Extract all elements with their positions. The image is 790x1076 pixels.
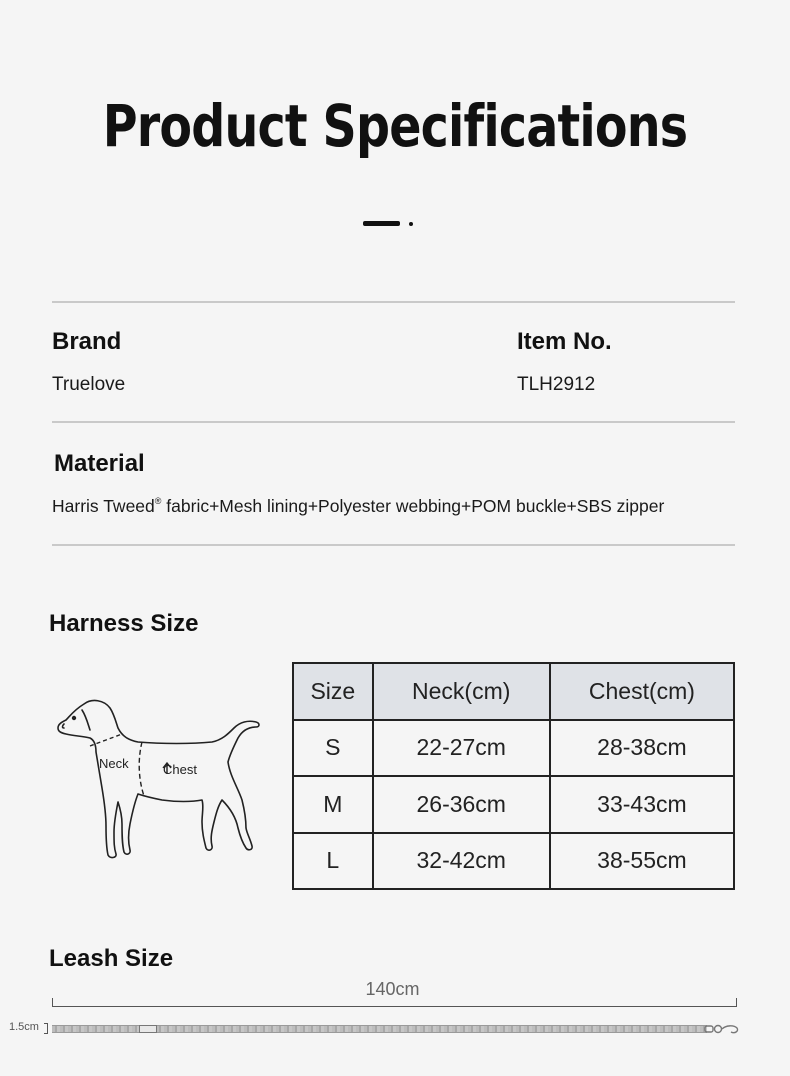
cell-size: L <box>293 833 373 890</box>
dog-measurement-diagram <box>52 696 267 864</box>
cell-size: S <box>293 720 373 777</box>
chest-measurement-line <box>139 742 144 796</box>
cell-neck: 22-27cm <box>373 720 550 777</box>
title-dash-decoration <box>363 221 400 226</box>
item-number-value: TLH2912 <box>517 374 596 395</box>
cell-neck: 26-36cm <box>373 776 550 833</box>
chest-diagram-label: Chest <box>163 762 197 777</box>
leash-tag <box>139 1025 157 1033</box>
leash-hook-icon <box>704 1022 740 1036</box>
cell-chest: 28-38cm <box>550 720 734 777</box>
header-size: Size <box>293 663 373 720</box>
table-row <box>293 833 734 890</box>
material-label: Material <box>54 450 145 477</box>
table-row <box>293 720 734 777</box>
brand-value: Truelove <box>52 374 126 395</box>
harness-size-heading: Harness Size <box>49 610 199 637</box>
table-header-row <box>293 663 734 720</box>
material-value <box>52 496 664 517</box>
leash-length-bracket <box>52 998 737 1007</box>
leash-width-bracket <box>44 1023 48 1034</box>
neck-diagram-label: Neck <box>99 756 129 771</box>
header-chest: Chest(cm) <box>550 663 734 720</box>
brand-label: Brand <box>52 328 122 355</box>
page-title: Product Specifications <box>102 92 688 160</box>
cell-chest: 33-43cm <box>550 776 734 833</box>
leash-width-label: 1.5cm <box>9 1021 39 1033</box>
cell-size: M <box>293 776 373 833</box>
divider-top <box>52 301 735 303</box>
material-value-part2: fabric+Mesh lining+Polyester webbing+POM buckle+SBS zipper <box>161 496 665 516</box>
item-number-label: Item No. <box>517 328 612 355</box>
material-value-part1: Harris Tweed <box>52 496 155 516</box>
divider-middle <box>52 421 735 423</box>
cell-chest: 38-55cm <box>550 833 734 890</box>
header-neck: Neck(cm) <box>373 663 550 720</box>
harness-size-table <box>292 662 735 890</box>
cell-neck: 32-42cm <box>373 833 550 890</box>
leash-length-label: 140cm <box>365 979 420 999</box>
registered-mark: ® <box>154 496 162 506</box>
leash-size-heading: Leash Size <box>49 945 174 972</box>
table-row <box>293 776 734 833</box>
title-dot-decoration <box>409 222 413 226</box>
divider-bottom <box>52 544 735 546</box>
